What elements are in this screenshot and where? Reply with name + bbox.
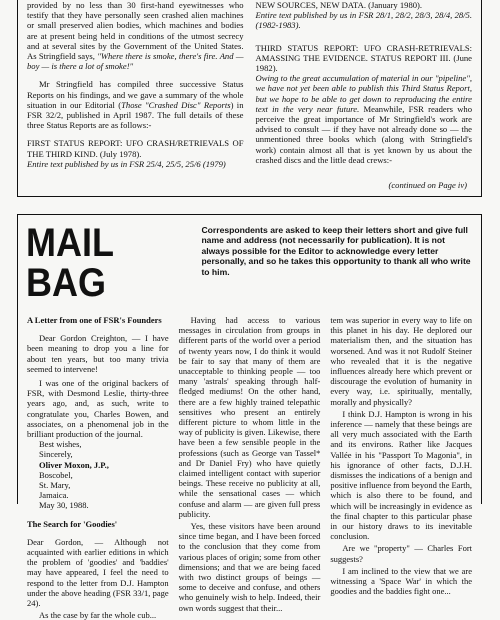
letter-paragraph: Having had access to various messages in circulation from groups in different parts of the world over a period of twenty years now, I do think it would be fair to say that many of them are unacceptable to thinking people — too many 'astrals' speaking through half-fledged mediums! On the other hand, there are a few highly trained telepathic sensitives who present an entirely different picture to whom little in the way of publicity is given. Likewise, there have been a few sensible people in the professions (such as George van Tassel* and Dr Daniel Fry) who have quietly claimed intelligent contact with superior beings. These receive no publicity at all, while the sensational cases — which confuse and alarm — are given full press publicity. [178, 315, 321, 519]
letter-paragraph: I think D.J. Hampton is wrong in his inference — namely that these beings are all very much associated with the Earth and its environs. Rather like Jacques Vallée in his "Passport To Magonia", in his ignorance of other facts, D.J.H. dismisses the indications of a benign and positive influence from beyond the Earth, which is also there to be found, and which will be increasingly in evidence as the final chapter to this particular phase in our history draws to its inevitable conclusion. [330, 408, 473, 542]
stringfield-quote: "Where there is smoke, there's fire. And — boy — is there a lot of smoke!" [27, 51, 244, 72]
mail-bag-columns [18, 303, 481, 620]
article-continuation-box [17, 0, 482, 197]
article-paragraph [27, 0, 244, 71]
letter-paragraph: Dear Gordon, — Although not acquainted with earlier editions in which the problem of 'goodies' and 'baddies' may have appeared, I feel the need to respond to the letter from D.J. Hampton under the above heading (FSR 33/1, page 24). [27, 536, 169, 609]
signature-line: Jamaica. [39, 490, 69, 501]
signature-line: Sincerely, [39, 449, 73, 460]
article-paragraph [27, 79, 244, 130]
letter-paragraph: I was one of the original backers of FSR, with Desmond Leslie, thirty-three years ago, and, as such, write to congratulate you, Charles Bowen, and associates, on a phenomenal job in the brilliant production of the journal. [27, 378, 169, 440]
editorial-title: Those "Crashed Disc" Reports [121, 99, 231, 110]
signature-date: May 30, 1988. [39, 500, 89, 511]
letter-paragraph: Dear Gordon Creighton, — I have been meaning to drop you a line for about ten years, but too many trivia seemed to intervene! [27, 333, 169, 374]
status-report-2-note: Entire text published by us in FSR 28/1, 28/2, 28/3, 28/4, 28/5. (1982-1983). [255, 10, 472, 31]
signature-line: Best wishes, [39, 439, 82, 450]
article-text: Mr Stringfield has compiled three successive Status Reports on his findings, and we gave a summary of the whole situation in our Editorial ( [27, 79, 244, 110]
article-text: Meanwhile, FSR readers who perceive the great importance of Mr Stringfield's work are advised to consult — if they have not already done so — the unmentioned three books which (along with Stringfield's work) contain almost all that is yet known by us about the crashed discs and the little dead crews:- [255, 103, 473, 165]
letters-column-2 [178, 315, 321, 613]
status-report-1-note: Entire text published by us in FSR 25/4, 25/5, 25/6 (1979) [27, 158, 226, 169]
status-report-2-heading: NEW SOURCES, NEW DATA. (January 1980). [255, 0, 423, 10]
letter-signature [27, 439, 169, 510]
article-column-left [27, 0, 244, 196]
article-text: provided by no less than 30 first-hand eyewitnesses who testify that they have personally seen crashed alien machines or small preserved alien bodies, which machines and bodies are at present being held in conditions of the utmost secrecy and at several sites by the Government of the United States. As Stringfield says, [27, 0, 244, 62]
letter-heading: A Letter from one of FSR's Founders [27, 315, 162, 325]
letter-paragraph: As the case by far the whole cub... [39, 610, 157, 620]
letter-paragraph: tem was superior in every way to life on this planet in his day. He deplored our materialism then, and the situation has worsened. And was it not Rudolf Steiner who revealed that it is the negative influences already here which prevent or discourage the evolution of humanity in every way, i.e. spiritually, mentally, morally and physically? [330, 315, 473, 407]
letter-paragraph: Yes, these visitors have been around since time began, and I have been forced to the conclusion that they come from various places of origin; some from other dimensions; and that we are being faced with two distinct groups of beings — some to deceive and confuse, and others who genuinely wish to help. Indeed, their own words suggest that their... [178, 521, 321, 613]
signature-name: Oliver Moxon, J.P., [39, 459, 109, 470]
mail-bag-section [17, 214, 482, 620]
continued-on-page: (continued on Page iv) [388, 180, 467, 190]
article-text: ) in FSR 32/2, published in April 1987. The full details of these three Status Reports are as follows:- [27, 99, 244, 131]
status-report-1-heading: FIRST STATUS REPORT: UFO CRASH/RETRIEVALS OF THE THIRD KIND. (July 1978). [27, 138, 244, 159]
status-report-3-heading: THIRD STATUS REPORT: UFO CRASH-RETRIEVALS: AMASSING THE EVIDENCE. STATUS REPORT III. (June 1982). [255, 42, 472, 74]
letter-paragraph: Are we "property" — Charles Fort suggests? [330, 543, 473, 564]
status-report-3-note: Owing to the great accumulation of material in our "pipeline", we have not yet been able to publish this Third Status Report, but we hope to be able to get down to reproducing the entire text in the very near future. [255, 73, 472, 114]
letter-heading: The Search for 'Goodies' [27, 518, 118, 529]
letters-column-1 [27, 315, 169, 620]
status-report-3-body [256, 73, 473, 165]
mail-bag-header [18, 215, 481, 303]
signature-line: St. Mary, [39, 480, 71, 491]
letters-column-3 [330, 315, 473, 597]
signature-line: Boscobel, [39, 469, 73, 480]
mail-bag-title: MAIL BAG [26, 221, 114, 305]
article-column-right [256, 0, 473, 196]
letter-paragraph: I am inclined to the view that we are witnessing a 'Space War' in which the goodies and the baddies fight one... [330, 565, 473, 597]
mail-bag-intro: Correspondents are asked to keep their letters short and give full name and address (not necessarily for publication). It is not always possible for the Editor to acknowledge every letter personally, and so he takes this opportunity to thank all who write to him. [201, 225, 471, 277]
